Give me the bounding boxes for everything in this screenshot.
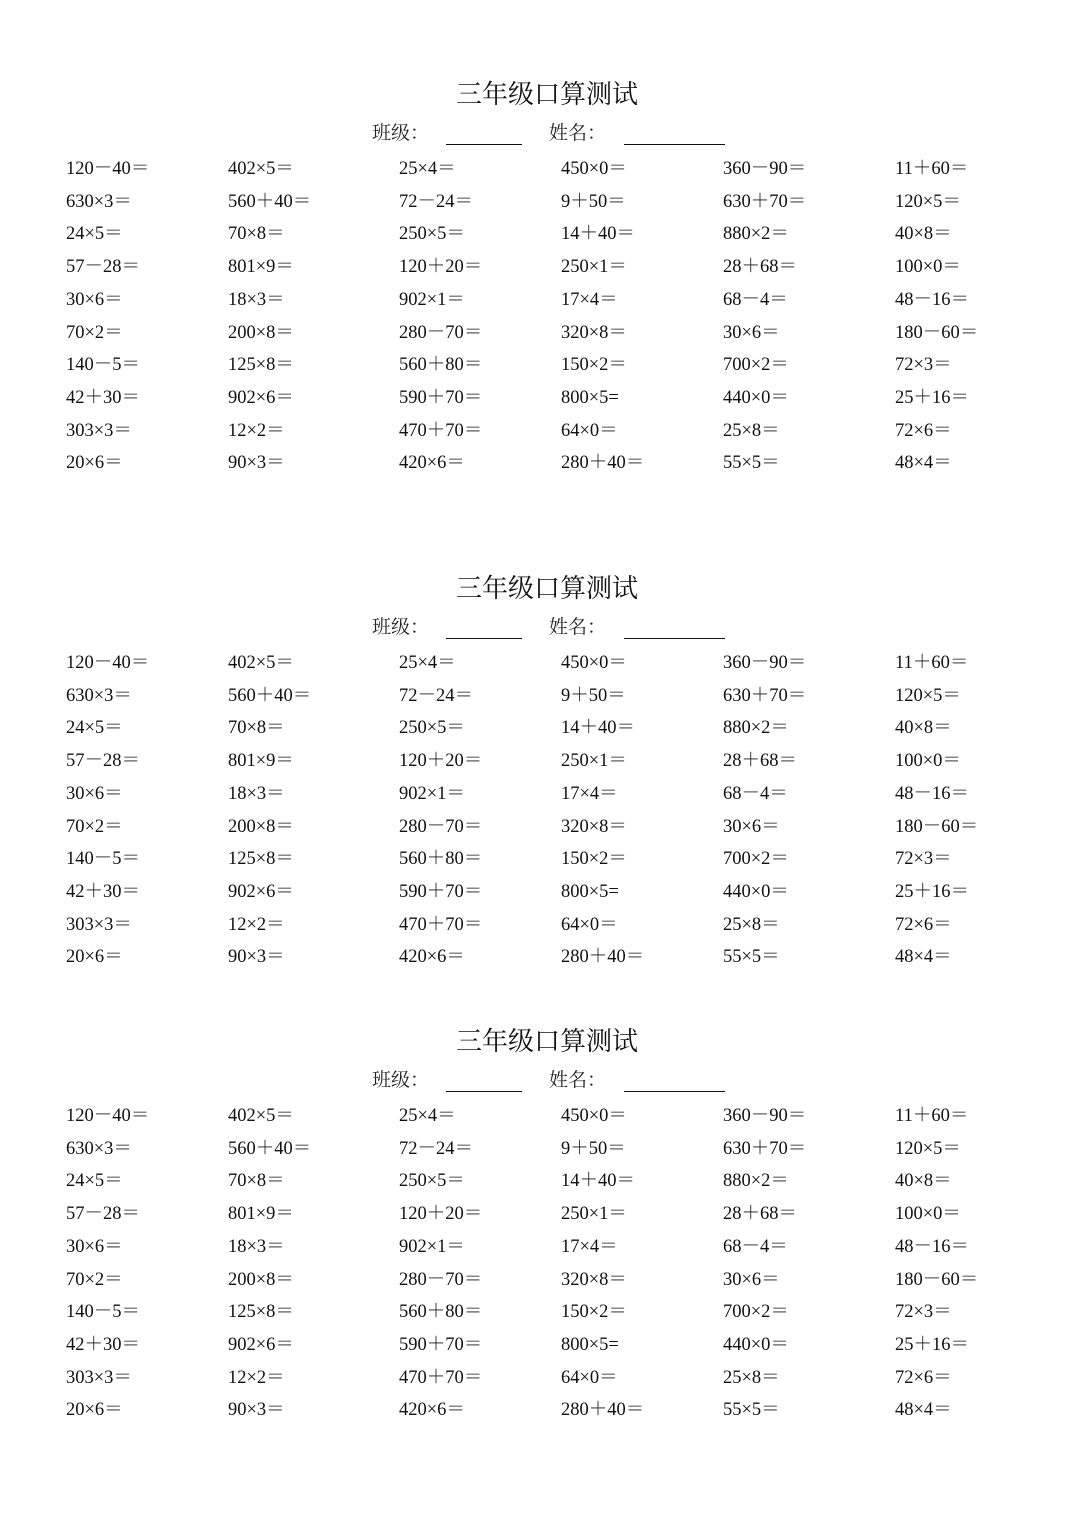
- problem-cell: 48×4＝: [895, 947, 952, 967]
- problem-cell: 590＋70＝: [399, 882, 483, 902]
- problem-cell: 40×8＝: [895, 224, 952, 244]
- problem-cell: 40×8＝: [895, 1171, 952, 1191]
- problem-cell: 9＋50＝: [561, 1139, 626, 1159]
- problem-cell: 30×6＝: [66, 290, 123, 310]
- name-blank[interactable]: [624, 1091, 725, 1092]
- problem-cell: 630×3＝: [66, 1139, 132, 1159]
- problem-cell: 590＋70＝: [399, 1335, 483, 1355]
- problem-cell: 360－90＝: [723, 159, 807, 179]
- problem-cell: 440×0＝: [723, 882, 789, 902]
- problem-cell: 902×1＝: [399, 784, 465, 804]
- problem-cell: 150×2＝: [561, 849, 627, 869]
- problem-cell: 801×9＝: [228, 257, 294, 277]
- problem-cell: 20×6＝: [66, 947, 123, 967]
- problem-cell: 180－60＝: [895, 1270, 979, 1290]
- problem-cell: 125×8＝: [228, 355, 294, 375]
- problem-cell: 801×9＝: [228, 751, 294, 771]
- problem-cell: 280－70＝: [399, 817, 483, 837]
- problem-cell: 28＋68＝: [723, 1204, 798, 1224]
- problem-cell: 17×4＝: [561, 784, 618, 804]
- problem-cell: 360－90＝: [723, 1106, 807, 1126]
- problem-cell: 440×0＝: [723, 1335, 789, 1355]
- problem-cell: 140－5＝: [66, 355, 141, 375]
- problem-cell: 18×3＝: [228, 784, 285, 804]
- problem-cell: 30×6＝: [723, 1270, 780, 1290]
- problem-cell: 72×6＝: [895, 421, 952, 441]
- problem-cell: 801×9＝: [228, 1204, 294, 1224]
- problem-cell: 280＋40＝: [561, 1400, 645, 1420]
- problem-cell: 125×8＝: [228, 1302, 294, 1322]
- class-label: 班级：: [372, 1069, 430, 1091]
- problem-cell: 470＋70＝: [399, 915, 483, 935]
- problem-cell: 12×2＝: [228, 915, 285, 935]
- problem-cell: 200×8＝: [228, 323, 294, 343]
- problem-cell: 70×8＝: [228, 718, 285, 738]
- problem-cell: 880×2＝: [723, 1171, 789, 1191]
- problem-cell: 120×5＝: [895, 686, 961, 706]
- problem-cell: 72×3＝: [895, 1302, 952, 1322]
- problem-cell: 150×2＝: [561, 355, 627, 375]
- problem-cell: 55×5＝: [723, 453, 780, 473]
- problem-cell: 25＋16＝: [895, 388, 970, 408]
- name-blank[interactable]: [624, 144, 725, 145]
- problem-cell: 902×6＝: [228, 882, 294, 902]
- problem-cell: 280－70＝: [399, 323, 483, 343]
- problem-cell: 800×5=: [561, 1335, 619, 1355]
- problem-cell: 72－24＝: [399, 192, 474, 212]
- problem-cell: 64×0＝: [561, 915, 618, 935]
- problem-cell: 140－5＝: [66, 849, 141, 869]
- problem-cell: 402×5＝: [228, 653, 294, 673]
- problem-cell: 11＋60＝: [895, 159, 969, 179]
- class-label: 班级：: [372, 122, 430, 144]
- problem-cell: 250×1＝: [561, 257, 627, 277]
- problem-cell: 30×6＝: [66, 1237, 123, 1257]
- problem-cell: 250×1＝: [561, 1204, 627, 1224]
- problem-cell: 48－16＝: [895, 784, 970, 804]
- problem-cell: 200×8＝: [228, 1270, 294, 1290]
- class-blank[interactable]: [446, 144, 522, 145]
- problem-cell: 700×2＝: [723, 1302, 789, 1322]
- problem-cell: 250×5＝: [399, 224, 465, 244]
- problem-cell: 90×3＝: [228, 947, 285, 967]
- problem-cell: 120＋20＝: [399, 751, 483, 771]
- problem-cell: 100×0＝: [895, 1204, 961, 1224]
- problem-cell: 48×4＝: [895, 453, 952, 473]
- problem-cell: 90×3＝: [228, 453, 285, 473]
- problem-cell: 120－40＝: [66, 653, 150, 673]
- problem-cell: 20×6＝: [66, 1400, 123, 1420]
- problem-cell: 25×4＝: [399, 653, 456, 673]
- problem-cell: 630＋70＝: [723, 686, 807, 706]
- problem-cell: 180－60＝: [895, 817, 979, 837]
- problem-cell: 902×6＝: [228, 1335, 294, 1355]
- problem-cell: 9＋50＝: [561, 686, 626, 706]
- name-label: 姓名：: [549, 1069, 607, 1091]
- name-label: 姓名：: [549, 616, 607, 638]
- problem-cell: 450×0＝: [561, 159, 627, 179]
- problem-cell: 25＋16＝: [895, 882, 970, 902]
- problem-cell: 250×5＝: [399, 718, 465, 738]
- problem-cell: 12×2＝: [228, 1368, 285, 1388]
- problem-cell: 140－5＝: [66, 1302, 141, 1322]
- problem-cell: 70×8＝: [228, 1171, 285, 1191]
- problem-cell: 90×3＝: [228, 1400, 285, 1420]
- problem-cell: 11＋60＝: [895, 1106, 969, 1126]
- problem-cell: 72×3＝: [895, 355, 952, 375]
- problem-cell: 17×4＝: [561, 1237, 618, 1257]
- problem-cell: 11＋60＝: [895, 653, 969, 673]
- problem-cell: 120×5＝: [895, 1139, 961, 1159]
- problem-cell: 450×0＝: [561, 1106, 627, 1126]
- problem-cell: 30×6＝: [723, 323, 780, 343]
- problem-cell: 68－4＝: [723, 290, 788, 310]
- problem-cell: 100×0＝: [895, 257, 961, 277]
- problem-cell: 360－90＝: [723, 653, 807, 673]
- problem-cell: 18×3＝: [228, 290, 285, 310]
- problem-cell: 72×6＝: [895, 915, 952, 935]
- problem-cell: 470＋70＝: [399, 421, 483, 441]
- problem-cell: 70×8＝: [228, 224, 285, 244]
- problem-cell: 30×6＝: [66, 784, 123, 804]
- problem-cell: 280＋40＝: [561, 947, 645, 967]
- problem-cell: 120＋20＝: [399, 257, 483, 277]
- problem-cell: 12×2＝: [228, 421, 285, 441]
- problem-cell: 630＋70＝: [723, 192, 807, 212]
- problem-cell: 14＋40＝: [561, 224, 636, 244]
- problem-cell: 24×5＝: [66, 224, 123, 244]
- problem-cell: 55×5＝: [723, 1400, 780, 1420]
- problem-cell: 100×0＝: [895, 751, 961, 771]
- name-blank[interactable]: [624, 638, 725, 639]
- problem-cell: 70×2＝: [66, 323, 123, 343]
- problem-cell: 630×3＝: [66, 686, 132, 706]
- problem-cell: 72×3＝: [895, 849, 952, 869]
- problem-cell: 72－24＝: [399, 686, 474, 706]
- problem-cell: 48－16＝: [895, 290, 970, 310]
- problem-cell: 9＋50＝: [561, 192, 626, 212]
- problem-cell: 64×0＝: [561, 421, 618, 441]
- problem-cell: 55×5＝: [723, 947, 780, 967]
- worksheet-title: 三年级口算测试: [455, 574, 638, 604]
- problem-cell: 57－28＝: [66, 257, 141, 277]
- problem-cell: 70×2＝: [66, 817, 123, 837]
- problem-cell: 420×6＝: [399, 453, 465, 473]
- problem-cell: 57－28＝: [66, 1204, 141, 1224]
- problem-cell: 402×5＝: [228, 159, 294, 179]
- problem-cell: 20×6＝: [66, 453, 123, 473]
- problem-cell: 120×5＝: [895, 192, 961, 212]
- problem-cell: 560＋80＝: [399, 849, 483, 869]
- problem-cell: 24×5＝: [66, 718, 123, 738]
- problem-cell: 320×8＝: [561, 1270, 627, 1290]
- problem-cell: 630＋70＝: [723, 1139, 807, 1159]
- problem-cell: 48×4＝: [895, 1400, 952, 1420]
- problem-cell: 420×6＝: [399, 947, 465, 967]
- problem-cell: 250×5＝: [399, 1171, 465, 1191]
- problem-cell: 420×6＝: [399, 1400, 465, 1420]
- problem-cell: 303×3＝: [66, 915, 132, 935]
- problem-cell: 25×4＝: [399, 159, 456, 179]
- problem-cell: 42＋30＝: [66, 1335, 141, 1355]
- class-blank[interactable]: [446, 1091, 522, 1092]
- problem-cell: 120＋20＝: [399, 1204, 483, 1224]
- problem-cell: 560＋80＝: [399, 355, 483, 375]
- class-blank[interactable]: [446, 638, 522, 639]
- problem-cell: 125×8＝: [228, 849, 294, 869]
- problem-cell: 28＋68＝: [723, 751, 798, 771]
- problem-cell: 700×2＝: [723, 355, 789, 375]
- problem-cell: 48－16＝: [895, 1237, 970, 1257]
- problem-cell: 180－60＝: [895, 323, 979, 343]
- problem-cell: 470＋70＝: [399, 1368, 483, 1388]
- problem-cell: 560＋40＝: [228, 686, 312, 706]
- problem-cell: 800×5=: [561, 882, 619, 902]
- problem-cell: 320×8＝: [561, 323, 627, 343]
- problem-cell: 72－24＝: [399, 1139, 474, 1159]
- problem-cell: 800×5=: [561, 388, 619, 408]
- worksheet-title: 三年级口算测试: [455, 80, 638, 110]
- problem-cell: 450×0＝: [561, 653, 627, 673]
- problem-cell: 590＋70＝: [399, 388, 483, 408]
- problem-cell: 440×0＝: [723, 388, 789, 408]
- problem-cell: 303×3＝: [66, 1368, 132, 1388]
- worksheet-title: 三年级口算测试: [455, 1027, 638, 1057]
- problem-cell: 42＋30＝: [66, 388, 141, 408]
- problem-cell: 68－4＝: [723, 1237, 788, 1257]
- problem-cell: 24×5＝: [66, 1171, 123, 1191]
- problem-cell: 42＋30＝: [66, 882, 141, 902]
- problem-cell: 14＋40＝: [561, 718, 636, 738]
- problem-cell: 700×2＝: [723, 849, 789, 869]
- problem-cell: 25×8＝: [723, 421, 780, 441]
- problem-cell: 25＋16＝: [895, 1335, 970, 1355]
- problem-cell: 120－40＝: [66, 1106, 150, 1126]
- problem-cell: 902×1＝: [399, 290, 465, 310]
- problem-cell: 120－40＝: [66, 159, 150, 179]
- problem-cell: 150×2＝: [561, 1302, 627, 1322]
- problem-cell: 630×3＝: [66, 192, 132, 212]
- problem-cell: 200×8＝: [228, 817, 294, 837]
- problem-cell: 25×8＝: [723, 915, 780, 935]
- problem-cell: 25×4＝: [399, 1106, 456, 1126]
- problem-cell: 72×6＝: [895, 1368, 952, 1388]
- problem-cell: 402×5＝: [228, 1106, 294, 1126]
- problem-cell: 902×6＝: [228, 388, 294, 408]
- problem-cell: 880×2＝: [723, 718, 789, 738]
- problem-cell: 280－70＝: [399, 1270, 483, 1290]
- problem-cell: 250×1＝: [561, 751, 627, 771]
- problem-cell: 40×8＝: [895, 718, 952, 738]
- class-label: 班级：: [372, 616, 430, 638]
- problem-cell: 303×3＝: [66, 421, 132, 441]
- problem-cell: 560＋80＝: [399, 1302, 483, 1322]
- problem-cell: 68－4＝: [723, 784, 788, 804]
- problem-cell: 57－28＝: [66, 751, 141, 771]
- problem-cell: 902×1＝: [399, 1237, 465, 1257]
- problem-cell: 64×0＝: [561, 1368, 618, 1388]
- problem-cell: 17×4＝: [561, 290, 618, 310]
- problem-cell: 320×8＝: [561, 817, 627, 837]
- problem-cell: 560＋40＝: [228, 192, 312, 212]
- problem-cell: 280＋40＝: [561, 453, 645, 473]
- problem-cell: 14＋40＝: [561, 1171, 636, 1191]
- problem-cell: 70×2＝: [66, 1270, 123, 1290]
- problem-cell: 18×3＝: [228, 1237, 285, 1257]
- name-label: 姓名：: [549, 122, 607, 144]
- problem-cell: 30×6＝: [723, 817, 780, 837]
- problem-cell: 880×2＝: [723, 224, 789, 244]
- problem-cell: 25×8＝: [723, 1368, 780, 1388]
- problem-cell: 28＋68＝: [723, 257, 798, 277]
- problem-cell: 560＋40＝: [228, 1139, 312, 1159]
